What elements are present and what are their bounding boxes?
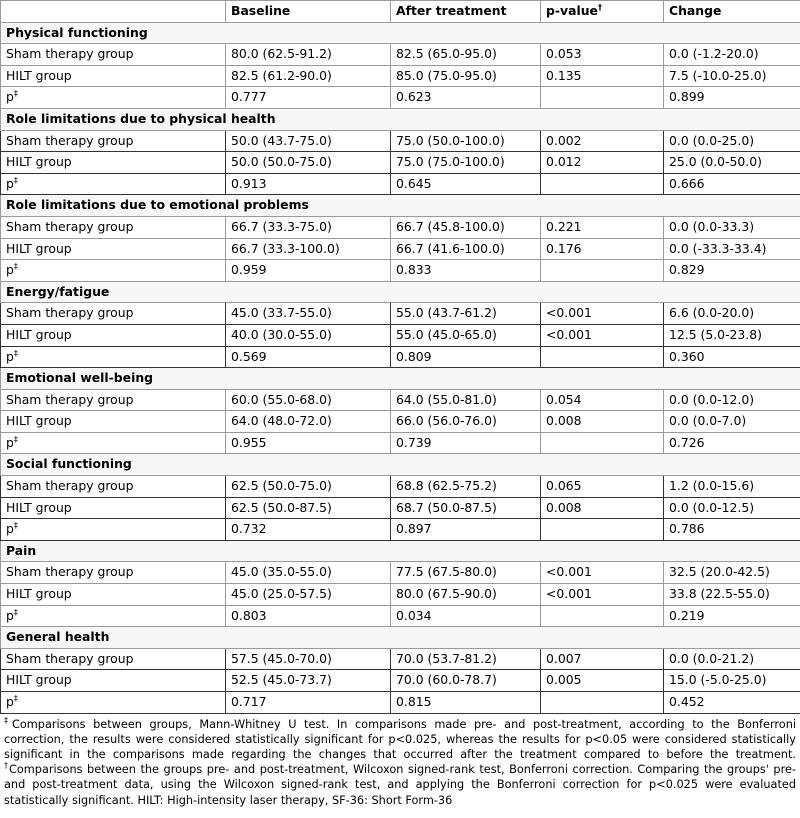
table-cell: 52.5 (45.0-73.7) <box>226 670 391 692</box>
table-cell: 0.0 (-33.3-33.4) <box>664 238 800 260</box>
row-label: p‡ <box>1 605 226 627</box>
table-cell: 0.732 <box>226 519 391 541</box>
table-cell: 60.0 (55.0-68.0) <box>226 389 391 411</box>
table-cell: 0.360 <box>664 346 800 368</box>
row-label: Sham therapy group <box>1 130 226 152</box>
section-title: Physical functioning <box>1 22 800 44</box>
table-cell: 64.0 (48.0-72.0) <box>226 411 391 433</box>
row-label: p‡ <box>1 260 226 282</box>
table-cell: 0.0 (0.0-12.5) <box>664 497 800 519</box>
table-cell: 0.726 <box>664 432 800 454</box>
table-row <box>1 44 800 66</box>
table-cell: 68.7 (50.0-87.5) <box>391 497 541 519</box>
table-cell: 0.005 <box>541 670 664 692</box>
table-row <box>1 648 800 670</box>
table-cell: 66.7 (41.6-100.0) <box>391 238 541 260</box>
table-cell: 0.219 <box>664 605 800 627</box>
row-label: HILT group <box>1 670 226 692</box>
table-cell: 0.221 <box>541 216 664 238</box>
table-cell: 7.5 (-10.0-25.0) <box>664 65 800 87</box>
table-cell: 0.065 <box>541 476 664 498</box>
table-cell <box>541 87 664 109</box>
section-title: Social functioning <box>1 454 800 476</box>
header-cell: Change <box>664 1 800 23</box>
p-value-row <box>1 605 800 627</box>
table-cell: 0.959 <box>226 260 391 282</box>
row-label: HILT group <box>1 238 226 260</box>
table-cell: 50.0 (43.7-75.0) <box>226 130 391 152</box>
table-cell: 6.6 (0.0-20.0) <box>664 303 800 325</box>
table-cell: 0.829 <box>664 260 800 282</box>
table-cell: 66.7 (33.3-75.0) <box>226 216 391 238</box>
row-label: HILT group <box>1 65 226 87</box>
table-cell: 0.135 <box>541 65 664 87</box>
table-cell: 70.0 (53.7-81.2) <box>391 648 541 670</box>
section-title: Pain <box>1 540 800 562</box>
table-cell: 0.054 <box>541 389 664 411</box>
row-label: p‡ <box>1 173 226 195</box>
table-cell: 50.0 (50.0-75.0) <box>226 152 391 174</box>
table-row <box>1 389 800 411</box>
row-label: p‡ <box>1 519 226 541</box>
p-value-row <box>1 346 800 368</box>
table-row <box>1 65 800 87</box>
table-cell: 68.8 (62.5-75.2) <box>391 476 541 498</box>
table-cell: 77.5 (67.5-80.0) <box>391 562 541 584</box>
table-cell: 75.0 (75.0-100.0) <box>391 152 541 174</box>
table-cell: 62.5 (50.0-75.0) <box>226 476 391 498</box>
table-row <box>1 238 800 260</box>
table-cell: 0.0 (0.0-12.0) <box>664 389 800 411</box>
section-header-row <box>1 540 800 562</box>
row-label: Sham therapy group <box>1 216 226 238</box>
header-cell: Baseline <box>226 1 391 23</box>
table-cell: 64.0 (55.0-81.0) <box>391 389 541 411</box>
table-cell: 0.815 <box>391 692 541 714</box>
table-cell: 33.8 (22.5-55.0) <box>664 584 800 606</box>
header-cell: p-value† <box>541 1 664 23</box>
table-cell: 0.012 <box>541 152 664 174</box>
table-cell <box>541 432 664 454</box>
table-cell: 15.0 (-5.0-25.0) <box>664 670 800 692</box>
table-cell <box>541 605 664 627</box>
row-label: Sham therapy group <box>1 562 226 584</box>
table-cell: 0.053 <box>541 44 664 66</box>
row-label: Sham therapy group <box>1 476 226 498</box>
table-cell: 55.0 (43.7-61.2) <box>391 303 541 325</box>
section-title: Energy/fatigue <box>1 281 800 303</box>
table-cell: <0.001 <box>541 584 664 606</box>
p-value-row <box>1 432 800 454</box>
section-header-row <box>1 22 800 44</box>
table-cell: 0.452 <box>664 692 800 714</box>
table-cell: <0.001 <box>541 303 664 325</box>
table-cell: 0.809 <box>391 346 541 368</box>
table-cell: 55.0 (45.0-65.0) <box>391 324 541 346</box>
table-cell: 66.7 (33.3-100.0) <box>226 238 391 260</box>
table-cell: 32.5 (20.0-42.5) <box>664 562 800 584</box>
section-title: Emotional well-being <box>1 368 800 390</box>
table-footnote: ‡Comparisons between groups, Mann-Whitney U test. In comparisons made pre- and post-treatment, according to the Bonferroni correction, the results were considered statistically significant for p<0.025, whereas the results for p<0.05 were considered statistically significant in the comparisons made regarding the changes that occurred after the treatment compared to before the treatment. †Comparisons between the groups pre- and post-treatment, Wilcoxon signed-rank test, Bonferroni correction. Comparing the groups' pre- and post-treatment data, using the Wilcoxon signed-rank test, and applying the Bonferroni correction for p<0.025 were evaluated statistically significant. HILT: High-intensity laser therapy, SF-36: Short Form-36 <box>4 715 797 807</box>
table-cell <box>541 173 664 195</box>
section-header-row <box>1 195 800 217</box>
table-cell: 40.0 (30.0-55.0) <box>226 324 391 346</box>
table-cell: 57.5 (45.0-70.0) <box>226 648 391 670</box>
row-label: Sham therapy group <box>1 44 226 66</box>
table-row <box>1 670 800 692</box>
table-cell: 0.717 <box>226 692 391 714</box>
p-value-row <box>1 692 800 714</box>
row-label: p‡ <box>1 432 226 454</box>
table-cell: 0.008 <box>541 411 664 433</box>
table-cell <box>541 519 664 541</box>
table-cell: 62.5 (50.0-87.5) <box>226 497 391 519</box>
table-cell <box>541 692 664 714</box>
table-cell: <0.001 <box>541 562 664 584</box>
header-cell: After treatment <box>391 1 541 23</box>
p-value-row <box>1 260 800 282</box>
table-body <box>1 22 800 713</box>
table-cell: 85.0 (75.0-95.0) <box>391 65 541 87</box>
table-cell: 0.739 <box>391 432 541 454</box>
row-label: Sham therapy group <box>1 389 226 411</box>
section-header-row <box>1 281 800 303</box>
table-cell: 45.0 (35.0-55.0) <box>226 562 391 584</box>
table-row <box>1 411 800 433</box>
row-label: p‡ <box>1 692 226 714</box>
table-row <box>1 130 800 152</box>
table-cell: <0.001 <box>541 324 664 346</box>
table-cell: 0.176 <box>541 238 664 260</box>
section-header-row <box>1 627 800 649</box>
table-cell: 0.008 <box>541 497 664 519</box>
table-cell: 0.786 <box>664 519 800 541</box>
table-cell: 25.0 (0.0-50.0) <box>664 152 800 174</box>
table-cell: 0.0 (-1.2-20.0) <box>664 44 800 66</box>
row-label: HILT group <box>1 584 226 606</box>
section-title: General health <box>1 627 800 649</box>
table-row <box>1 476 800 498</box>
section-title: Role limitations due to physical health <box>1 108 800 130</box>
table-cell: 0.913 <box>226 173 391 195</box>
section-header-row <box>1 368 800 390</box>
p-value-row <box>1 519 800 541</box>
section-header-row <box>1 108 800 130</box>
row-label: HILT group <box>1 324 226 346</box>
table-cell: 0.569 <box>226 346 391 368</box>
row-label: HILT group <box>1 497 226 519</box>
table-row <box>1 562 800 584</box>
table-cell: 0.803 <box>226 605 391 627</box>
table-cell: 0.034 <box>391 605 541 627</box>
row-label: Sham therapy group <box>1 648 226 670</box>
table-cell: 82.5 (61.2-90.0) <box>226 65 391 87</box>
table-cell: 0.623 <box>391 87 541 109</box>
table-cell: 0.0 (0.0-21.2) <box>664 648 800 670</box>
table-cell: 80.0 (67.5-90.0) <box>391 584 541 606</box>
table-cell: 1.2 (0.0-15.6) <box>664 476 800 498</box>
table-cell: 66.0 (56.0-76.0) <box>391 411 541 433</box>
table-row <box>1 324 800 346</box>
section-title: Role limitations due to emotional problems <box>1 195 800 217</box>
table-cell: 66.7 (45.8-100.0) <box>391 216 541 238</box>
header-cell <box>1 1 226 23</box>
table-row <box>1 584 800 606</box>
table-cell: 0.899 <box>664 87 800 109</box>
table-row <box>1 497 800 519</box>
table-cell: 0.0 (0.0-25.0) <box>664 130 800 152</box>
p-value-row <box>1 173 800 195</box>
table-cell: 45.0 (25.0-57.5) <box>226 584 391 606</box>
section-header-row <box>1 454 800 476</box>
table-cell: 0.897 <box>391 519 541 541</box>
table-cell: 0.0 (0.0-33.3) <box>664 216 800 238</box>
table-cell: 0.645 <box>391 173 541 195</box>
table-row <box>1 303 800 325</box>
row-label: p‡ <box>1 87 226 109</box>
row-label: Sham therapy group <box>1 303 226 325</box>
table-cell <box>541 260 664 282</box>
row-label: HILT group <box>1 411 226 433</box>
table-cell: 0.002 <box>541 130 664 152</box>
p-value-row <box>1 87 800 109</box>
table-cell: 12.5 (5.0-23.8) <box>664 324 800 346</box>
table-cell: 80.0 (62.5-91.2) <box>226 44 391 66</box>
table-cell: 0.0 (0.0-7.0) <box>664 411 800 433</box>
table-cell: 70.0 (60.0-78.7) <box>391 670 541 692</box>
table-cell: 0.777 <box>226 87 391 109</box>
table-cell: 0.666 <box>664 173 800 195</box>
table-cell: 0.007 <box>541 648 664 670</box>
table-cell: 75.0 (50.0-100.0) <box>391 130 541 152</box>
row-label: p‡ <box>1 346 226 368</box>
table-cell: 0.955 <box>226 432 391 454</box>
table-row <box>1 216 800 238</box>
table-cell: 45.0 (33.7-55.0) <box>226 303 391 325</box>
table-cell: 0.833 <box>391 260 541 282</box>
row-label: HILT group <box>1 152 226 174</box>
table-cell <box>541 346 664 368</box>
table-cell: 82.5 (65.0-95.0) <box>391 44 541 66</box>
table-row <box>1 152 800 174</box>
table-header-row <box>1 1 800 23</box>
